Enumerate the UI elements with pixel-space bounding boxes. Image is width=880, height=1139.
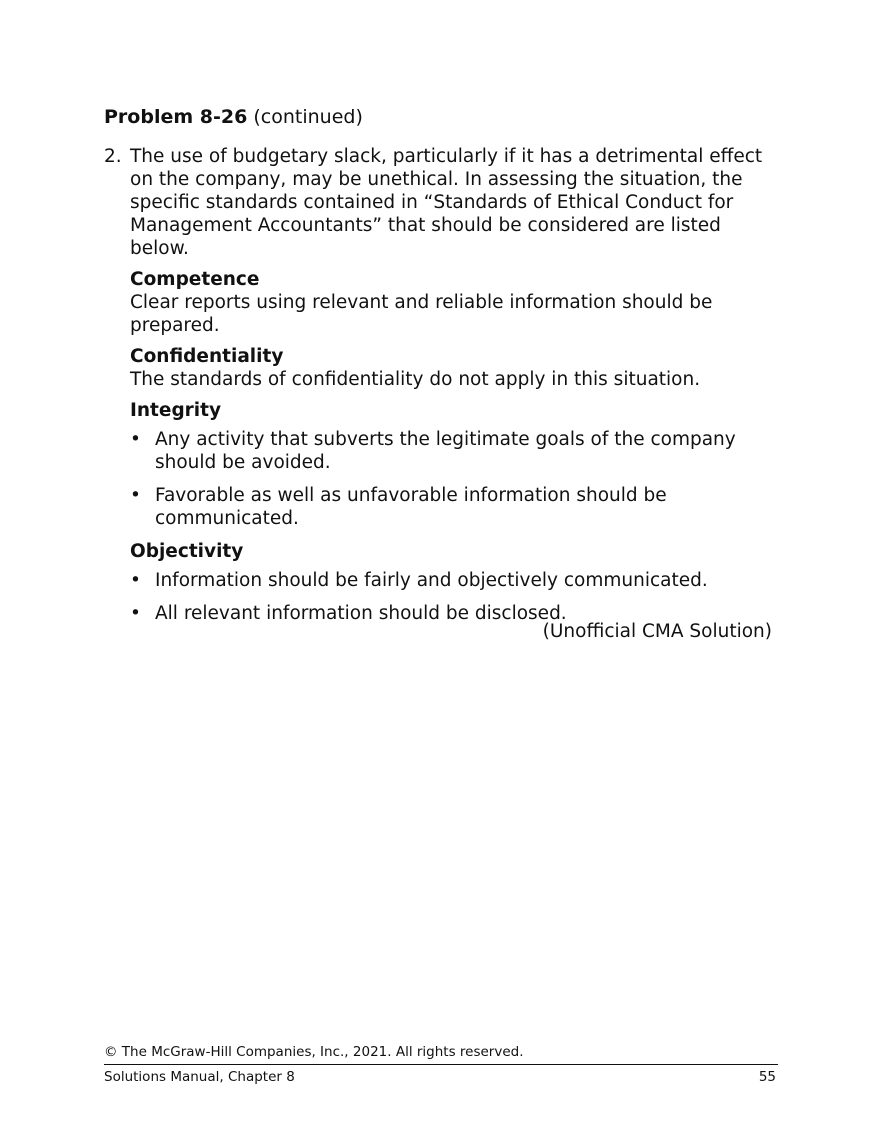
bullet-icon: • [130,485,141,506]
objectivity-title: Objectivity [130,541,244,562]
integrity-list [130,428,784,530]
bullet-icon: • [130,570,141,591]
source-attribution: (Unofficial CMA Solution) [542,621,772,642]
competence-text: Clear reports using relevant and reliable information should be prepared. [130,292,713,336]
list-item [130,428,784,474]
confidentiality-text: The standards of confidentiality do not apply in this situation. [130,369,701,390]
footer-copyright: © The McGraw-Hill Companies, Inc., 2021. All rights reserved. [104,1044,524,1060]
objectivity-list [130,569,784,625]
list-item [130,484,784,530]
bullet-icon: • [130,603,141,624]
item-number: 2. [104,146,122,167]
bullet-icon: • [130,429,141,450]
footer-divider [104,1064,778,1065]
list-item-text: Favorable as well as unfavorable information should be communicated. [155,485,667,529]
item-intro: The use of budgetary slack, particularly if it has a detrimental effect on the company, may be unethical. In assessing the situation, the specific standards contained in “Standards of Ethical Conduct for Management Accountants” that should be considered are listed below. [130,146,763,259]
list-item-text: Any activity that subverts the legitimate goals of the company should be avoided. [155,429,736,473]
integrity-title: Integrity [130,400,222,421]
list-item-text: Information should be fairly and objectively communicated. [155,570,708,591]
item-body [130,145,784,625]
page-heading [104,104,363,130]
confidentiality-title: Confidentiality [130,346,284,367]
footer-chapter: Solutions Manual, Chapter 8 [104,1069,295,1085]
problem-label: Problem 8-26 [104,106,248,128]
continued-label: (continued) [253,106,363,128]
page-number: 55 [758,1069,776,1085]
answer-item [104,145,784,635]
list-item [130,569,784,592]
list-item-text: All relevant information should be disclosed. [155,603,567,624]
competence-title: Competence [130,269,260,290]
